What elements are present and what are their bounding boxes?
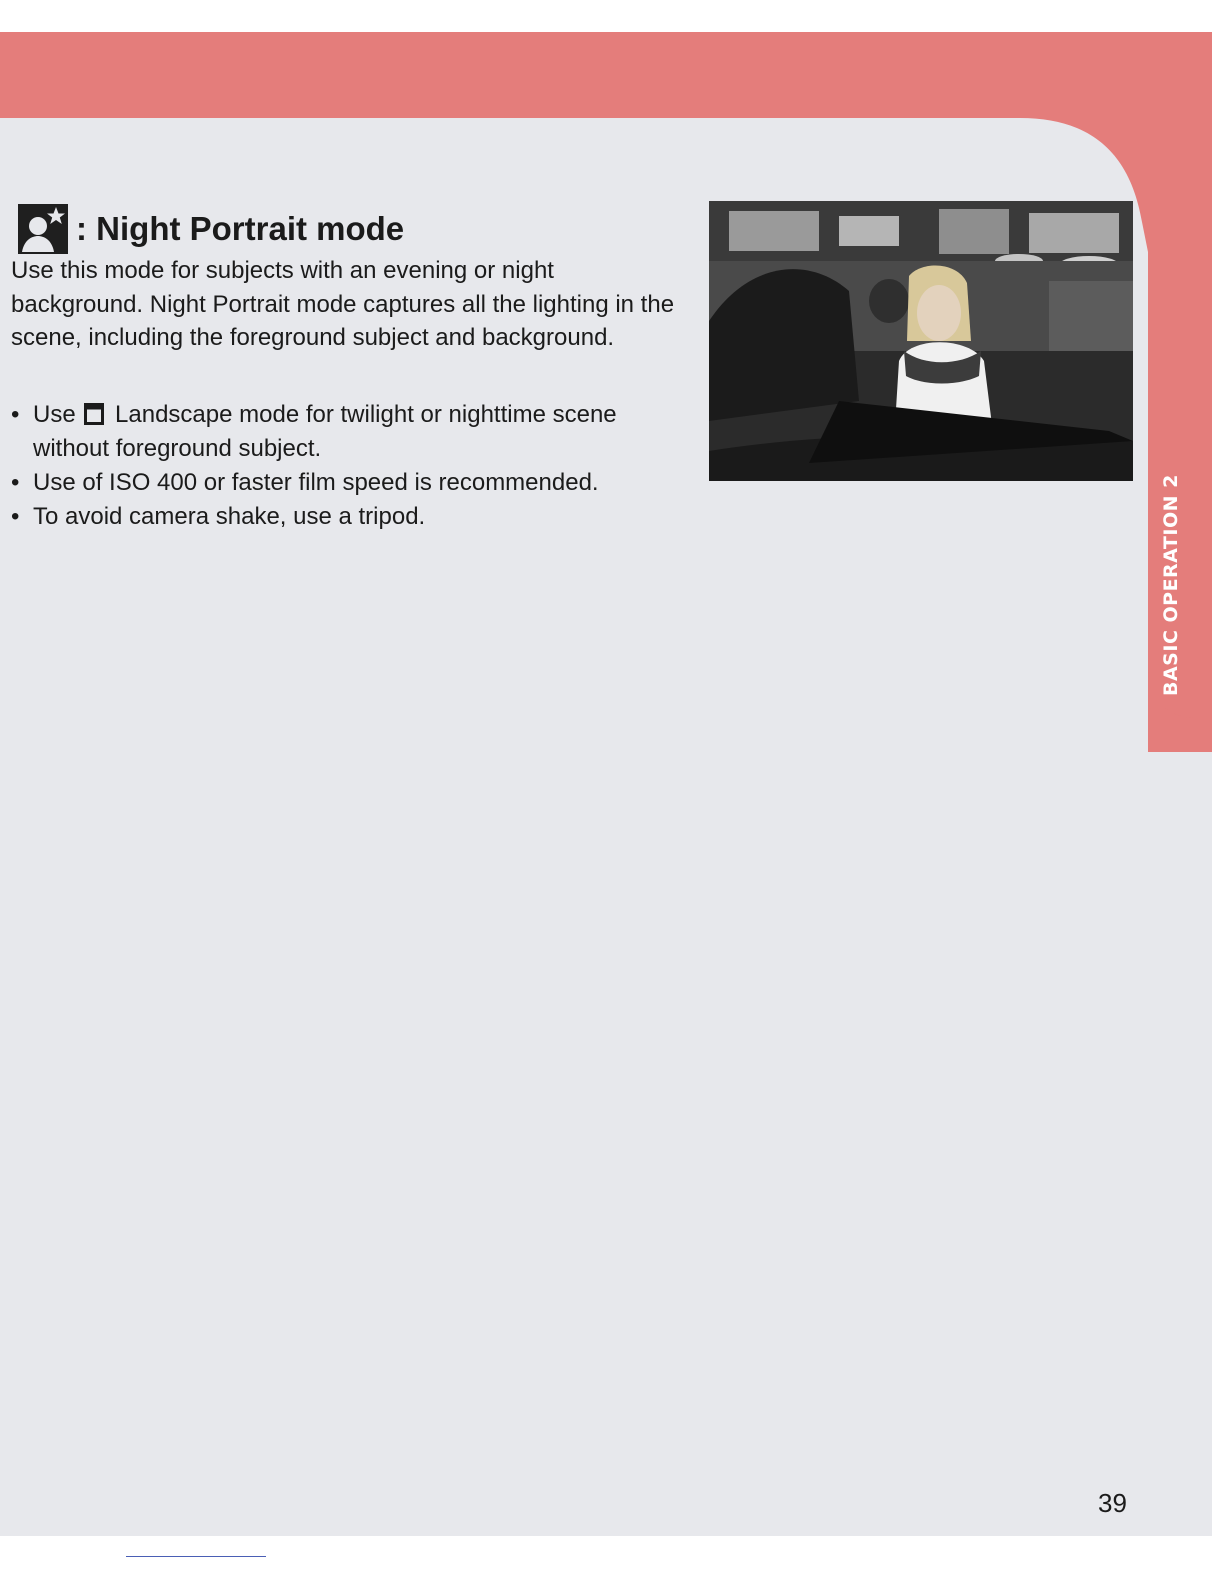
bullet-text: Landscape mode for twilight or nighttime scene without foreground subject.: [33, 401, 617, 462]
night-portrait-example-photo: [709, 201, 1133, 481]
page-number: 39: [1098, 1488, 1127, 1518]
landscape-mode-icon: [84, 403, 104, 425]
night-portrait-mode-icon: [18, 204, 68, 254]
intro-paragraph: Use this mode for subjects with an evening or night background. Night Portrait mode captures all the lighting in the scene, including the foreground subject and background.: [11, 257, 675, 351]
footer-rule: [126, 1556, 266, 1557]
section-title: : Night Portrait mode: [76, 210, 405, 247]
list-item: • Use of ISO 400 or faster film speed is recommended.: [11, 466, 691, 500]
list-item: • To avoid camera shake, use a tripod.: [11, 500, 691, 534]
list-item: [11, 398, 691, 466]
tips-list: [11, 398, 691, 534]
section-heading: [18, 200, 404, 258]
side-tab-label: BASIC OPERATION 2: [1160, 474, 1182, 696]
bullet-prefix: Use: [33, 401, 76, 428]
